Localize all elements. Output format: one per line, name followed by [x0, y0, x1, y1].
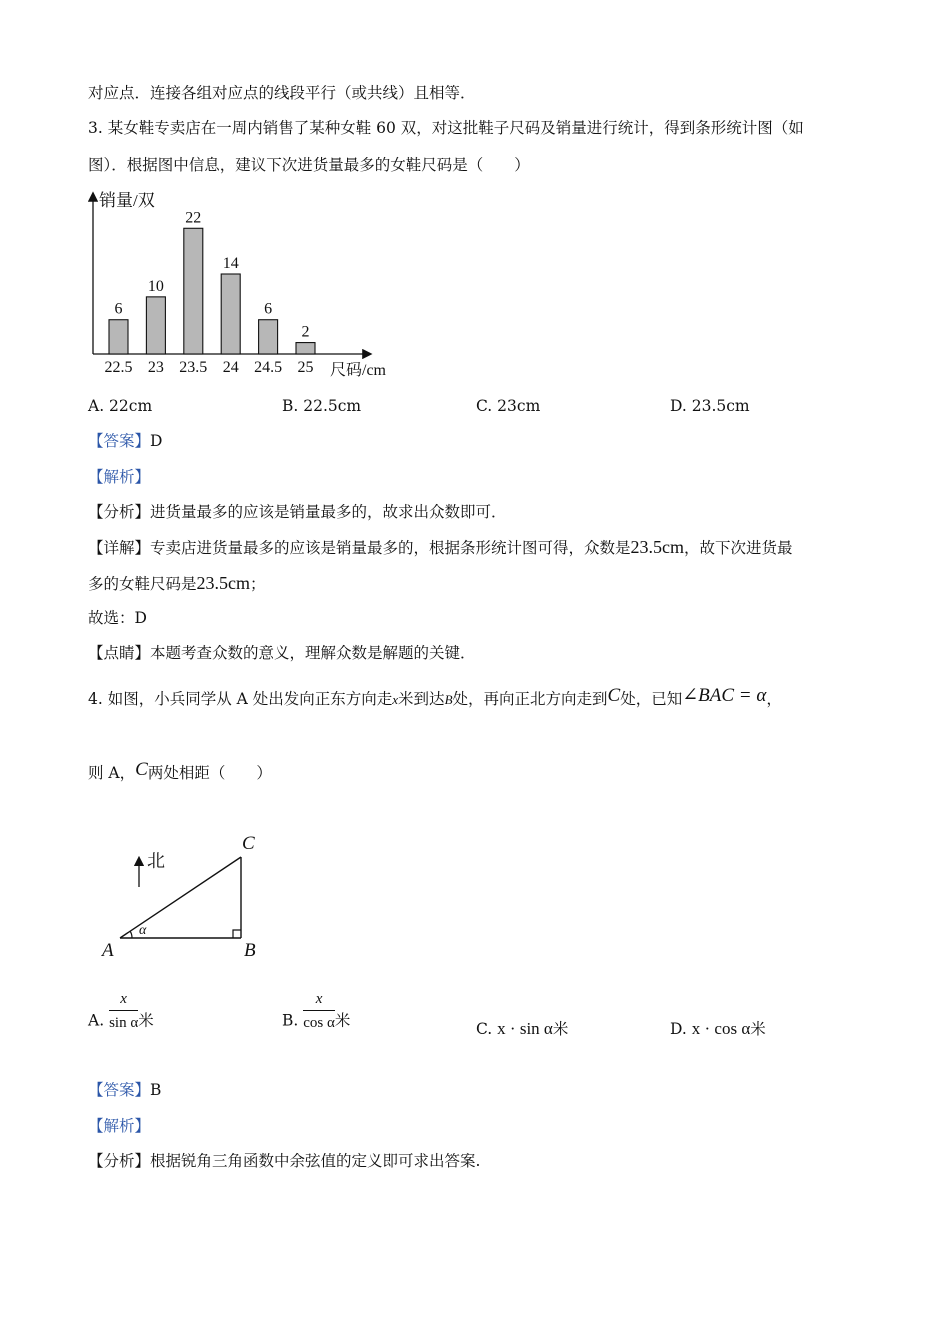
- q3-xiangjie-text1: 专卖店进货量最多的应该是销量最多的，根据条形统计图可得，众数是: [150, 539, 631, 557]
- x-tick-23: 23: [147, 359, 164, 376]
- q4-stem-line2: [88, 759, 272, 784]
- q3-xiangjie-row1: [88, 536, 793, 559]
- vertex-a-label: A: [102, 940, 114, 961]
- intro-line: 对应点．连接各组对应点的线段平行（或共线）且相等．: [88, 84, 476, 102]
- q4-option-a-den: sin α: [109, 1015, 139, 1031]
- q4-option-d-label: D.: [670, 1020, 687, 1038]
- q3-option-d: D. 23.5cm: [670, 397, 750, 415]
- bar-24: [221, 274, 240, 354]
- q3-fenxi-tag: 【分析】: [88, 503, 151, 521]
- q4-var-C: C: [607, 685, 621, 706]
- q4-answer: B: [150, 1081, 162, 1099]
- angle-arc: [130, 931, 132, 938]
- q4-var-C2: C: [135, 759, 148, 780]
- y-axis-label: 销量/双: [99, 191, 155, 210]
- q3-dianjing-row: [88, 642, 476, 664]
- q4-option-d: [670, 1018, 766, 1040]
- q4-option-b-fraction: [303, 990, 335, 1033]
- q4-stem-line1: [88, 685, 782, 711]
- q4-option-b: [282, 991, 351, 1043]
- q3-dianjing-tag: 【点睛】: [88, 644, 151, 662]
- q3-answer-row: [88, 430, 162, 452]
- q4-option-a-unit: 米: [138, 1011, 154, 1030]
- q4-option-c-expr: x · sin α: [497, 1019, 553, 1038]
- q4-option-b-unit: 米: [334, 1011, 351, 1030]
- q4-answer-row: [88, 1079, 161, 1101]
- q4-option-c-unit: 米: [552, 1020, 569, 1038]
- q4-text-a: 4. 如图，小兵同学从 A 处出发向正东方向走: [88, 690, 393, 708]
- q3-size-value: 23.5cm: [196, 573, 251, 593]
- q4-text-f: 则 A，: [88, 764, 136, 782]
- alpha-label: α: [139, 923, 147, 938]
- data-label-23: 10: [147, 277, 164, 295]
- x-tick-24: 24: [222, 359, 239, 376]
- q4-option-c: [476, 1018, 568, 1040]
- q3-stem-line2: 图）．根据图中信息，建议下次进货量最多的女鞋尺码是（ ）: [88, 156, 530, 174]
- bar-23.5: [184, 228, 203, 354]
- q3-fenxi-row: [88, 501, 507, 523]
- x-tick-23.5: 23.5: [179, 359, 208, 376]
- q3-answer: D: [150, 432, 163, 450]
- vertex-c-label: C: [242, 833, 255, 854]
- q4-text-b: 米到达: [398, 690, 445, 708]
- data-label-22.5: 6: [114, 300, 123, 318]
- north-label: 北: [147, 851, 165, 872]
- bar-22.5: [109, 320, 128, 354]
- q3-analysis-tag: 【解析】: [88, 468, 151, 486]
- data-label-24.5: 6: [264, 300, 273, 318]
- q4-text-g: 两处相距（ ）: [147, 764, 272, 782]
- x-tick-25: 25: [297, 359, 314, 376]
- q3-stem-line1: 3. 某女鞋专卖店在一周内销售了某种女鞋 60 双，对这批鞋子尺码及销量进行统计，得到条形统计图（如: [88, 119, 804, 137]
- x-tick-22.5: 22.5: [104, 359, 133, 376]
- q3-answer-tag: 【答案】: [88, 432, 151, 450]
- q4-fenxi-tag: 【分析】: [88, 1152, 151, 1170]
- q4-option-b-den: cos α: [303, 1015, 335, 1031]
- q4-var-B: B: [444, 692, 453, 707]
- q3-fenxi: 进货量最多的应该是销量最多的，故求出众数即可．: [150, 503, 507, 521]
- q4-option-a-fraction: [109, 990, 138, 1033]
- q4-text-d: 处，已知: [620, 690, 683, 708]
- q3-xiangjie-text2: ，故下次进货最: [684, 539, 793, 557]
- q3-option-c: C. 23cm: [476, 397, 541, 415]
- q4-fenxi-row: [88, 1150, 480, 1172]
- q3-option-b: B. 22.5cm: [282, 397, 362, 415]
- q4-option-a-label: A.: [88, 1011, 105, 1030]
- q4-answer-tag: 【答案】: [88, 1081, 151, 1099]
- q4-text-e: ，: [766, 690, 782, 708]
- bar-24.5: [259, 320, 278, 354]
- q3-option-a: A. 22cm: [88, 397, 153, 415]
- q4-option-b-label: B.: [282, 1011, 299, 1030]
- q3-xiangjie-tag: 【详解】: [88, 539, 151, 557]
- bar-25: [296, 343, 315, 354]
- q4-option-d-unit: 米: [750, 1020, 766, 1038]
- bar-23: [146, 297, 165, 354]
- q4-option-a-num: x: [109, 990, 138, 1011]
- q3-mode-value: 23.5cm: [630, 537, 685, 557]
- right-angle-mark: [233, 930, 241, 938]
- vertex-b-label: B: [244, 940, 256, 961]
- q3-xiangjie-text4: ；: [250, 575, 266, 593]
- x-tick-24.5: 24.5: [254, 359, 283, 376]
- q3-dianjing: 本题考查众数的意义，理解众数是解题的关键．: [150, 644, 476, 662]
- q4-option-a: [88, 991, 154, 1043]
- data-label-23.5: 22: [185, 209, 202, 227]
- q3-choice: 故选：D: [88, 609, 147, 627]
- q3-xiangjie-row2: [88, 572, 266, 595]
- q4-option-d-expr: x · cos α: [691, 1019, 751, 1038]
- q4-fenxi: 根据锐角三角函数中余弦值的定义即可求出答案.: [150, 1152, 481, 1170]
- q4-option-b-num: x: [303, 990, 335, 1011]
- q4-text-c: 处，再向正北方向走到: [452, 690, 608, 708]
- q3-xiangjie-text3: 多的女鞋尺码是: [88, 575, 197, 593]
- q4-analysis-tag: 【解析】: [88, 1117, 151, 1135]
- data-label-25: 2: [301, 323, 310, 341]
- q4-var-x: x: [392, 692, 399, 707]
- q4-option-c-label: C.: [476, 1020, 493, 1038]
- bar-chart: [80, 186, 410, 382]
- q4-angle-expr: ∠BAC = α: [682, 685, 767, 706]
- data-label-24: 14: [222, 255, 239, 272]
- x-axis-label: 尺码/cm: [330, 362, 386, 379]
- triangle-figure: [95, 825, 275, 965]
